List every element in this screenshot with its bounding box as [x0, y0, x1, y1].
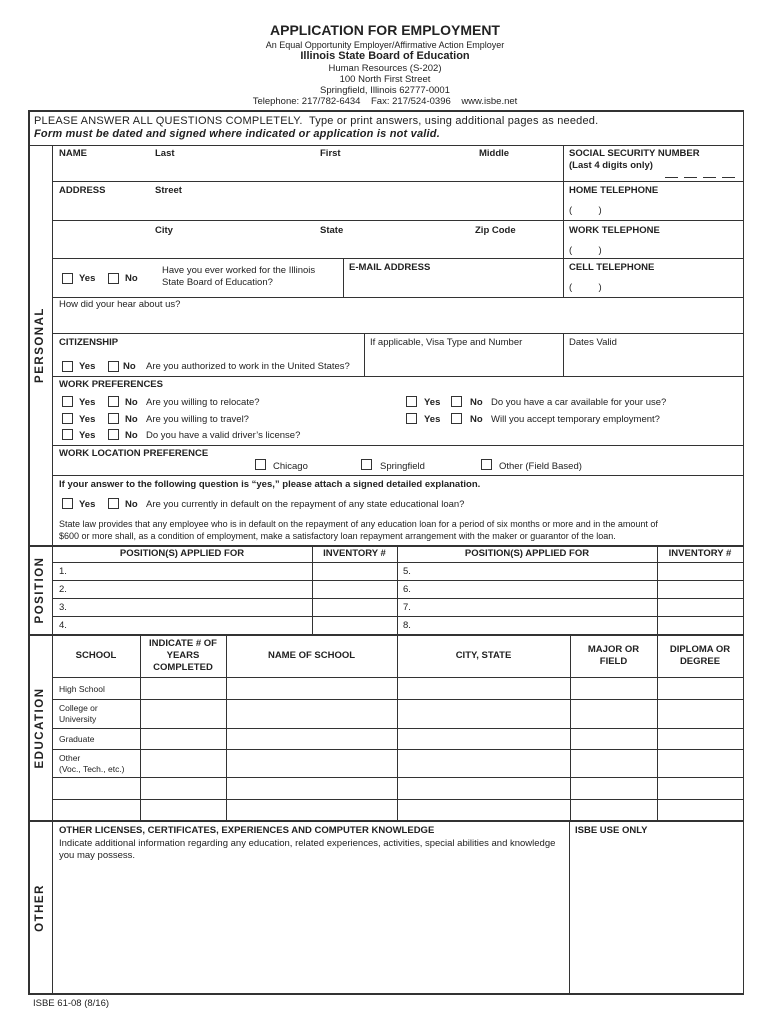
- instructions-line1: PLEASE ANSWER ALL QUESTIONS COMPLETELY. Type or print answers, using additional pages as needed.: [34, 115, 599, 127]
- position-row-1[interactable]: 1.: [59, 566, 67, 577]
- position-row-3[interactable]: 3.: [59, 602, 67, 613]
- heard-about-input[interactable]: [58, 313, 742, 331]
- worked-yes-checkbox[interactable]: [62, 273, 73, 284]
- street-address: 100 North First Street: [339, 74, 431, 85]
- temp-no-checkbox[interactable]: [451, 413, 462, 424]
- ssn-digit-2[interactable]: [684, 177, 697, 178]
- edu-row-other-1: Other: [59, 753, 81, 763]
- edu-header-name: NAME OF SCHOOL: [267, 650, 356, 661]
- edu-row-high-school: High School: [59, 684, 105, 694]
- work-preferences-label: WORK PREFERENCES: [59, 379, 163, 390]
- work-telephone-area[interactable]: ( ): [569, 245, 602, 256]
- cell-telephone-label: CELL TELEPHONE: [569, 262, 655, 273]
- license-no-checkbox[interactable]: [108, 429, 119, 440]
- city-label: City: [155, 225, 173, 236]
- worked-question-line2: State Board of Education?: [162, 277, 273, 288]
- authorized-yes-checkbox[interactable]: [62, 361, 73, 372]
- chicago-label: Chicago: [273, 461, 308, 472]
- state-label: State: [320, 225, 344, 236]
- inventory-header-right: INVENTORY #: [668, 548, 732, 559]
- home-telephone-area[interactable]: ( ): [569, 205, 602, 216]
- position-row-6[interactable]: 6.: [403, 584, 411, 595]
- ssn-digit-3[interactable]: [703, 177, 716, 178]
- license-no-label: No: [125, 430, 138, 441]
- dates-valid-input[interactable]: [568, 352, 742, 370]
- authorized-question: Are you authorized to work in the United States?: [146, 361, 350, 372]
- relocate-no-checkbox[interactable]: [108, 396, 119, 407]
- position-row-4[interactable]: 4.: [59, 620, 67, 631]
- top-rule: [28, 110, 744, 112]
- street-input[interactable]: [58, 200, 562, 218]
- email-label: E-MAIL ADDRESS: [349, 262, 431, 273]
- address-label: ADDRESS: [59, 185, 106, 196]
- position-row-8[interactable]: 8.: [403, 620, 411, 631]
- section-education-label: EDUCATION: [34, 687, 46, 769]
- positions-header-right: POSITION(S) APPLIED FOR: [464, 548, 590, 559]
- city-state-zip-input[interactable]: [58, 238, 562, 256]
- travel-yes-checkbox[interactable]: [62, 413, 73, 424]
- worked-no-label: No: [125, 273, 138, 284]
- authorized-no-checkbox[interactable]: [108, 361, 119, 372]
- cell-telephone-area[interactable]: ( ): [569, 282, 602, 293]
- dates-valid-label: Dates Valid: [569, 337, 617, 348]
- license-yes-label: Yes: [79, 430, 96, 441]
- car-question: Do you have a car available for your use?: [491, 397, 667, 408]
- authorized-yes-label: Yes: [79, 361, 96, 372]
- positions-header-left: POSITION(S) APPLIED FOR: [119, 548, 245, 559]
- edu-header-diploma-1: DIPLOMA OR: [669, 644, 731, 655]
- street-label: Street: [155, 185, 182, 196]
- temp-yes-label: Yes: [424, 414, 441, 425]
- form-number: ISBE 61-08 (8/16): [33, 998, 110, 1009]
- travel-no-label: No: [125, 414, 138, 425]
- default-yes-label: Yes: [79, 499, 96, 510]
- section-other-label: OTHER: [34, 884, 46, 932]
- name-label: NAME: [59, 148, 87, 159]
- ssn-note: (Last 4 digits only): [569, 160, 653, 171]
- travel-question: Are you willing to travel?: [146, 414, 249, 425]
- ssn-digit-1[interactable]: [665, 177, 678, 178]
- section-personal-label: PERSONAL: [34, 307, 46, 383]
- frame-left: [28, 110, 30, 994]
- law-text-line2: $600 or more shall, as a condition of employment, make a satisfactory loan repayment arrangement with the maker or guarantor of the loan.: [59, 531, 616, 541]
- email-input[interactable]: [348, 276, 562, 294]
- position-row-2[interactable]: 2.: [59, 584, 67, 595]
- license-yes-checkbox[interactable]: [62, 429, 73, 440]
- city-address: Springfield, Illinois 62777-0001: [320, 85, 450, 96]
- relocate-question: Are you willing to relocate?: [146, 397, 260, 408]
- worked-no-checkbox[interactable]: [108, 273, 119, 284]
- relocate-yes-checkbox[interactable]: [62, 396, 73, 407]
- visa-label: If applicable, Visa Type and Number: [370, 337, 523, 348]
- default-no-checkbox[interactable]: [108, 498, 119, 509]
- ssn-label: SOCIAL SECURITY NUMBER: [569, 148, 700, 159]
- travel-no-checkbox[interactable]: [108, 413, 119, 424]
- edu-header-diploma-2: DEGREE: [679, 656, 721, 667]
- travel-yes-label: Yes: [79, 414, 96, 425]
- contact-info: Telephone: 217/782-6434 Fax: 217/524-0396 www.isbe.net: [252, 96, 518, 107]
- temp-no-label: No: [470, 414, 483, 425]
- edu-row-other-2: (Voc., Tech., etc.): [59, 764, 125, 774]
- temp-yes-checkbox[interactable]: [406, 413, 417, 424]
- citizenship-label: CITIZENSHIP: [59, 337, 119, 348]
- middle-name-label: Middle: [479, 148, 510, 159]
- instructions-line2: Form must be dated and signed where indicated or application is not valid.: [34, 128, 440, 140]
- org-name: Illinois State Board of Education: [300, 50, 470, 62]
- other-field-checkbox[interactable]: [481, 459, 492, 470]
- eoe-statement: An Equal Opportunity Employer/Affirmative Action Employer: [265, 40, 505, 50]
- worked-question-line1: Have you ever worked for the Illinois: [162, 265, 316, 276]
- edu-row-graduate: Graduate: [59, 734, 95, 744]
- location-preference-label: WORK LOCATION PREFERENCE: [59, 448, 209, 459]
- car-no-checkbox[interactable]: [451, 396, 462, 407]
- edu-header-years-3: COMPLETED: [153, 662, 213, 673]
- relocate-no-label: No: [125, 397, 138, 408]
- position-row-7[interactable]: 7.: [403, 602, 411, 613]
- position-row-5[interactable]: 5.: [403, 566, 411, 577]
- edu-row-college-2: University: [59, 714, 97, 724]
- frame-right: [743, 110, 744, 994]
- springfield-label: Springfield: [380, 461, 425, 472]
- springfield-checkbox[interactable]: [361, 459, 372, 470]
- dept: Human Resources (S-202): [328, 63, 442, 74]
- law-text-line1: State law provides that any employee who is in default on the repayment of any education loan for a period of six months or more and in the amount of: [59, 519, 658, 529]
- default-question: Are you currently in default on the repayment of any state educational loan?: [146, 499, 465, 510]
- default-note: If your answer to the following question is “yes,” please attach a signed detailed explanation.: [59, 479, 481, 490]
- home-telephone-label: HOME TELEPHONE: [569, 185, 659, 196]
- temp-question: Will you accept temporary employment?: [491, 414, 660, 425]
- other-field-label: Other (Field Based): [499, 461, 582, 472]
- chicago-checkbox[interactable]: [255, 459, 266, 470]
- car-yes-checkbox[interactable]: [406, 396, 417, 407]
- other-licenses-input[interactable]: [58, 866, 568, 992]
- section-column-rule: [52, 145, 53, 994]
- edu-header-school: SCHOOL: [75, 650, 117, 661]
- car-yes-label: Yes: [424, 397, 441, 408]
- other-licenses-desc-1: Indicate additional information regarding any education, related experiences, activities, special abilities and knowledge: [59, 838, 556, 849]
- worked-yes-label: Yes: [79, 273, 96, 284]
- license-question: Do you have a valid driver’s license?: [146, 430, 301, 441]
- name-input[interactable]: [58, 162, 562, 180]
- authorized-no-label: No: [123, 361, 136, 372]
- edu-header-years-2: YEARS: [166, 650, 200, 661]
- edu-header-major-1: MAJOR OR: [587, 644, 640, 655]
- visa-input[interactable]: [369, 352, 563, 370]
- isbe-use-only-label: ISBE USE ONLY: [575, 825, 648, 836]
- work-telephone-label: WORK TELEPHONE: [569, 225, 660, 236]
- heard-about-label: How did your hear about us?: [59, 299, 181, 310]
- inventory-header-left: INVENTORY #: [323, 548, 386, 559]
- edu-row-college-1: College or: [59, 703, 98, 713]
- first-name-label: First: [320, 148, 341, 159]
- other-licenses-desc-2: you may possess.: [59, 850, 136, 861]
- edu-header-years-1: INDICATE # OF: [149, 638, 217, 649]
- section-position-label: POSITION: [34, 556, 46, 624]
- ssn-digit-4[interactable]: [722, 177, 735, 178]
- zip-label: Zip Code: [475, 225, 516, 236]
- default-yes-checkbox[interactable]: [62, 498, 73, 509]
- last-name-label: Last: [155, 148, 175, 159]
- default-no-label: No: [125, 499, 138, 510]
- edu-header-city-state: CITY, STATE: [455, 650, 512, 661]
- car-no-label: No: [470, 397, 483, 408]
- relocate-yes-label: Yes: [79, 397, 96, 408]
- edu-header-major-2: FIELD: [599, 656, 628, 667]
- other-licenses-title: OTHER LICENSES, CERTIFICATES, EXPERIENCES AND COMPUTER KNOWLEDGE: [59, 825, 435, 836]
- form-title: APPLICATION FOR EMPLOYMENT: [270, 22, 500, 38]
